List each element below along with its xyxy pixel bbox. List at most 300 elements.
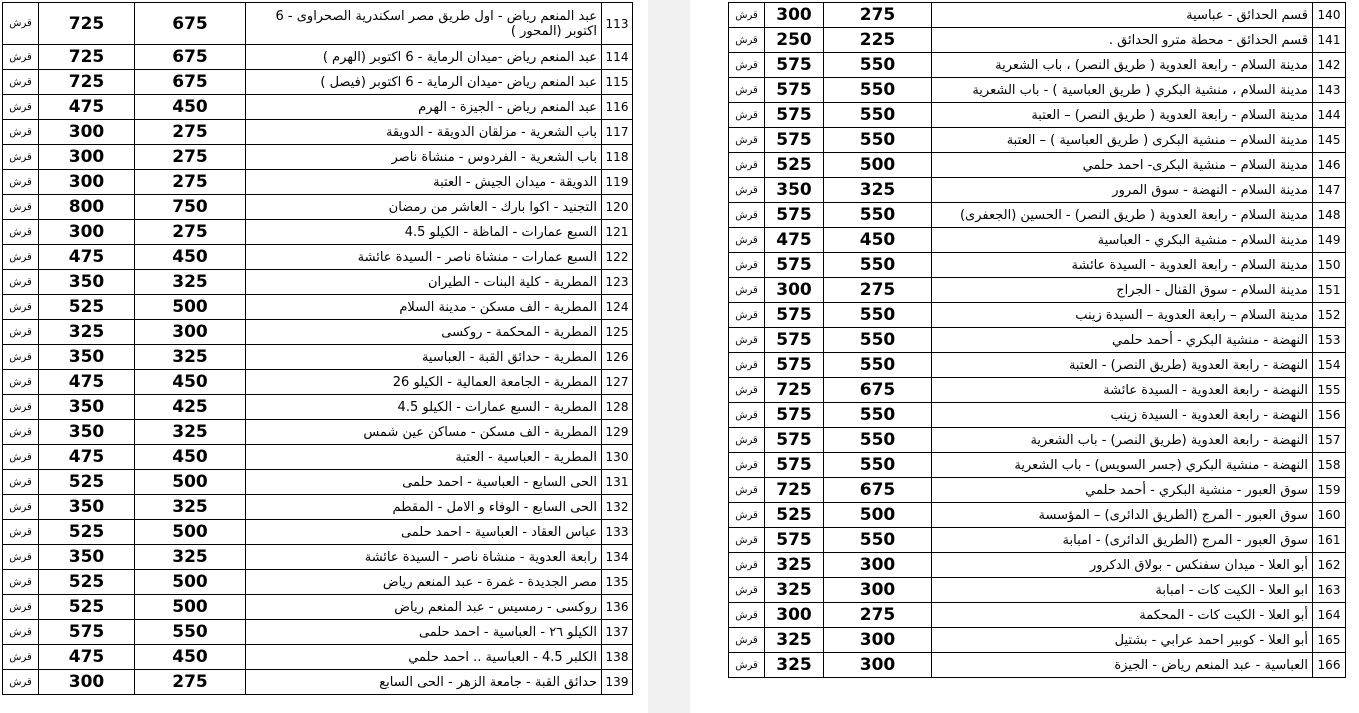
discount-fare-cell: 450 xyxy=(135,645,246,670)
discount-fare-cell: 300 xyxy=(824,578,932,603)
route-number-cell: 142 xyxy=(1313,53,1346,78)
route-cell: عبد المنعم رياض - اول طريق مصر اسكندرية الصحراوى - 6 اكتوبر (المحور ) xyxy=(246,3,602,45)
full-fare-cell: 525 xyxy=(39,470,135,495)
full-fare-cell: 575 xyxy=(765,128,824,153)
fare-row xyxy=(729,103,1346,128)
route-number-cell: 143 xyxy=(1313,78,1346,103)
full-fare-cell: 725 xyxy=(39,70,135,95)
route-cell: باب الشعرية - مزلقان الدويقة - الدويقة xyxy=(246,120,602,145)
full-fare-cell: 300 xyxy=(765,278,824,303)
full-fare-cell: 300 xyxy=(39,220,135,245)
full-fare-cell: 575 xyxy=(765,428,824,453)
route-cell: النهضة - منشية البكري (جسر السويس) - باب الشعرية xyxy=(932,453,1313,478)
route-cell: أبو العلا - الكيت كات - المحكمة xyxy=(932,603,1313,628)
fare-row xyxy=(729,578,1346,603)
left-fare-table xyxy=(2,2,633,695)
discount-fare-cell: 550 xyxy=(824,253,932,278)
right-fare-table xyxy=(728,2,1346,678)
full-fare-cell: 575 xyxy=(765,353,824,378)
route-cell: النهضة - رابعة العدوية - السيدة زينب xyxy=(932,403,1313,428)
full-fare-cell: 575 xyxy=(765,53,824,78)
route-cell: أبو العلا - كوبير احمد عرابي - بشتيل xyxy=(932,628,1313,653)
route-cell: المطرية - الجامعة العمالية - الكيلو 26 xyxy=(246,370,602,395)
route-cell: قسم الحدائق - عباسية xyxy=(932,3,1313,28)
route-cell: المطرية - السبع عمارات - الكيلو 4.5 xyxy=(246,395,602,420)
discount-fare-cell: 550 xyxy=(824,403,932,428)
full-fare-cell: 725 xyxy=(765,378,824,403)
route-number-cell: 127 xyxy=(602,370,633,395)
currency-unit-cell: قرش xyxy=(3,95,39,120)
route-cell: الكلبر 4.5 - العباسية .. احمد حلمي xyxy=(246,645,602,670)
full-fare-cell: 575 xyxy=(765,103,824,128)
currency-unit-cell: قرش xyxy=(3,520,39,545)
route-number-cell: 155 xyxy=(1313,378,1346,403)
currency-unit-cell: قرش xyxy=(3,170,39,195)
fare-row xyxy=(3,645,633,670)
route-cell: سوق العبور - منشية البكري - أحمد حلمي xyxy=(932,478,1313,503)
route-number-cell: 123 xyxy=(602,270,633,295)
route-number-cell: 154 xyxy=(1313,353,1346,378)
route-cell: السبع عمارات - منشاة ناصر - السيدة عائشة xyxy=(246,245,602,270)
discount-fare-cell: 450 xyxy=(824,228,932,253)
currency-unit-cell: قرش xyxy=(729,603,765,628)
route-number-cell: 147 xyxy=(1313,178,1346,203)
currency-unit-cell: قرش xyxy=(3,445,39,470)
discount-fare-cell: 550 xyxy=(824,128,932,153)
discount-fare-cell: 300 xyxy=(824,628,932,653)
full-fare-cell: 325 xyxy=(765,628,824,653)
route-number-cell: 124 xyxy=(602,295,633,320)
full-fare-cell: 475 xyxy=(39,95,135,120)
discount-fare-cell: 325 xyxy=(135,545,246,570)
route-number-cell: 136 xyxy=(602,595,633,620)
full-fare-cell: 525 xyxy=(765,503,824,528)
currency-unit-cell: قرش xyxy=(3,245,39,270)
route-cell: مدينة السلام - النهضة - سوق المرور xyxy=(932,178,1313,203)
currency-unit-cell: قرش xyxy=(3,320,39,345)
currency-unit-cell: قرش xyxy=(3,120,39,145)
currency-unit-cell: قرش xyxy=(3,145,39,170)
full-fare-cell: 350 xyxy=(39,545,135,570)
fare-row xyxy=(3,170,633,195)
full-fare-cell: 725 xyxy=(39,3,135,45)
full-fare-cell: 325 xyxy=(39,320,135,345)
currency-unit-cell: قرش xyxy=(729,353,765,378)
fare-row xyxy=(729,78,1346,103)
fare-row xyxy=(729,178,1346,203)
discount-fare-cell: 450 xyxy=(135,370,246,395)
full-fare-cell: 350 xyxy=(765,178,824,203)
full-fare-cell: 300 xyxy=(765,603,824,628)
currency-unit-cell: قرش xyxy=(729,453,765,478)
route-cell: المطرية - المحكمة - روكسى xyxy=(246,320,602,345)
currency-unit-cell: قرش xyxy=(3,45,39,70)
discount-fare-cell: 550 xyxy=(135,620,246,645)
fare-row xyxy=(729,528,1346,553)
currency-unit-cell: قرش xyxy=(3,470,39,495)
fare-row xyxy=(729,453,1346,478)
currency-unit-cell: قرش xyxy=(729,253,765,278)
route-number-cell: 120 xyxy=(602,195,633,220)
route-number-cell: 129 xyxy=(602,420,633,445)
fare-row xyxy=(729,653,1346,678)
fare-row xyxy=(729,228,1346,253)
full-fare-cell: 350 xyxy=(39,395,135,420)
discount-fare-cell: 500 xyxy=(135,520,246,545)
fare-row xyxy=(729,153,1346,178)
currency-unit-cell: قرش xyxy=(3,70,39,95)
discount-fare-cell: 550 xyxy=(824,428,932,453)
discount-fare-cell: 675 xyxy=(824,378,932,403)
route-cell: عباس العقاد - العباسية - احمد حلمى xyxy=(246,520,602,545)
full-fare-cell: 725 xyxy=(765,478,824,503)
fare-row xyxy=(729,428,1346,453)
left-fare-table-body xyxy=(3,3,633,695)
fare-row xyxy=(3,95,633,120)
route-number-cell: 116 xyxy=(602,95,633,120)
currency-unit-cell: قرش xyxy=(729,653,765,678)
currency-unit-cell: قرش xyxy=(3,545,39,570)
route-cell: السبع عمارات - الماظة - الكيلو 4.5 xyxy=(246,220,602,245)
currency-unit-cell: قرش xyxy=(729,578,765,603)
currency-unit-cell: قرش xyxy=(3,220,39,245)
route-cell: رابعة العدوية - منشاة ناصر - السيدة عائشة xyxy=(246,545,602,570)
fare-row xyxy=(729,603,1346,628)
currency-unit-cell: قرش xyxy=(3,595,39,620)
route-number-cell: 152 xyxy=(1313,303,1346,328)
route-number-cell: 159 xyxy=(1313,478,1346,503)
discount-fare-cell: 325 xyxy=(135,420,246,445)
full-fare-cell: 575 xyxy=(765,528,824,553)
discount-fare-cell: 275 xyxy=(824,603,932,628)
discount-fare-cell: 225 xyxy=(824,28,932,53)
route-cell: ابو العلا - الكيت كات - امبابة xyxy=(932,578,1313,603)
route-number-cell: 114 xyxy=(602,45,633,70)
route-cell: المطرية - الف مسكن - مساكن عين شمس xyxy=(246,420,602,445)
route-cell: عبد المنعم رياض - الجيزة - الهرم xyxy=(246,95,602,120)
currency-unit-cell: قرش xyxy=(3,195,39,220)
route-cell: مدينة السلام - رابعة العدوية ( طريق النصر) - الحسين (الجعفرى) xyxy=(932,203,1313,228)
fare-row xyxy=(729,278,1346,303)
route-cell: مدينة السلام - منشية البكري - العباسية xyxy=(932,228,1313,253)
route-number-cell: 145 xyxy=(1313,128,1346,153)
full-fare-cell: 300 xyxy=(765,3,824,28)
route-cell: مدينة السلام ، منشية البكري ( طريق العباسية ) - باب الشعرية xyxy=(932,78,1313,103)
fare-row xyxy=(3,370,633,395)
right-fare-table-body xyxy=(729,3,1346,678)
discount-fare-cell: 325 xyxy=(135,495,246,520)
full-fare-cell: 300 xyxy=(39,170,135,195)
fare-row xyxy=(3,220,633,245)
route-cell: قسم الحدائق - محطة مترو الحدائق . xyxy=(932,28,1313,53)
discount-fare-cell: 275 xyxy=(135,145,246,170)
fare-row xyxy=(3,545,633,570)
currency-unit-cell: قرش xyxy=(729,178,765,203)
fare-row xyxy=(3,45,633,70)
full-fare-cell: 325 xyxy=(765,578,824,603)
full-fare-cell: 575 xyxy=(765,453,824,478)
currency-unit-cell: قرش xyxy=(729,428,765,453)
full-fare-cell: 475 xyxy=(39,645,135,670)
fare-row xyxy=(3,120,633,145)
currency-unit-cell: قرش xyxy=(729,303,765,328)
route-number-cell: 139 xyxy=(602,670,633,695)
route-number-cell: 165 xyxy=(1313,628,1346,653)
route-number-cell: 146 xyxy=(1313,153,1346,178)
currency-unit-cell: قرش xyxy=(729,228,765,253)
route-cell: العباسية - عبد المنعم رياض - الجيزة xyxy=(932,653,1313,678)
currency-unit-cell: قرش xyxy=(729,3,765,28)
route-number-cell: 118 xyxy=(602,145,633,170)
route-cell: مدينة السلام - سوق القنال - الجراج xyxy=(932,278,1313,303)
route-number-cell: 113 xyxy=(602,3,633,45)
full-fare-cell: 325 xyxy=(765,553,824,578)
route-cell: الكيلو ٢٦ - العباسية - احمد حلمى xyxy=(246,620,602,645)
route-cell: روكسى - رمسيس - عبد المنعم رياض xyxy=(246,595,602,620)
route-cell: الحى السابع - العباسية - احمد حلمى xyxy=(246,470,602,495)
fare-row xyxy=(3,570,633,595)
full-fare-cell: 575 xyxy=(765,303,824,328)
full-fare-cell: 475 xyxy=(765,228,824,253)
route-cell: مدينة السلام - رابعة العدوية ( طريق النصر) ، باب الشعرية xyxy=(932,53,1313,78)
fare-row xyxy=(3,320,633,345)
route-number-cell: 128 xyxy=(602,395,633,420)
full-fare-cell: 350 xyxy=(39,270,135,295)
discount-fare-cell: 550 xyxy=(824,453,932,478)
route-number-cell: 125 xyxy=(602,320,633,345)
full-fare-cell: 525 xyxy=(39,595,135,620)
full-fare-cell: 475 xyxy=(39,245,135,270)
route-number-cell: 163 xyxy=(1313,578,1346,603)
route-cell: عبد المنعم رياض -ميدان الرماية - 6 اكتوبر (فيصل ) xyxy=(246,70,602,95)
route-cell: الحى السابع - الوفاء و الامل - المقطم xyxy=(246,495,602,520)
currency-unit-cell: قرش xyxy=(729,378,765,403)
currency-unit-cell: قرش xyxy=(729,628,765,653)
route-number-cell: 140 xyxy=(1313,3,1346,28)
route-number-cell: 138 xyxy=(602,645,633,670)
fare-row xyxy=(3,270,633,295)
discount-fare-cell: 550 xyxy=(824,203,932,228)
full-fare-cell: 525 xyxy=(39,520,135,545)
route-number-cell: 135 xyxy=(602,570,633,595)
currency-unit-cell: قرش xyxy=(729,478,765,503)
route-cell: مدينة السلام – منشية البكرى- احمد حلمي xyxy=(932,153,1313,178)
fare-row xyxy=(3,595,633,620)
route-cell: مدينة السلام – رابعة العدوية – السيدة زينب xyxy=(932,303,1313,328)
route-cell: المطرية - الف مسكن - مدينة السلام xyxy=(246,295,602,320)
fare-row xyxy=(3,145,633,170)
full-fare-cell: 575 xyxy=(765,253,824,278)
currency-unit-cell: قرش xyxy=(729,403,765,428)
currency-unit-cell: قرش xyxy=(729,53,765,78)
currency-unit-cell: قرش xyxy=(3,295,39,320)
route-cell: المطرية - العباسية - العتبة xyxy=(246,445,602,470)
currency-unit-cell: قرش xyxy=(729,528,765,553)
discount-fare-cell: 500 xyxy=(135,470,246,495)
fare-row xyxy=(3,495,633,520)
currency-unit-cell: قرش xyxy=(3,370,39,395)
fare-row xyxy=(3,295,633,320)
currency-unit-cell: قرش xyxy=(3,270,39,295)
fare-row xyxy=(729,203,1346,228)
route-cell: أبو العلا - ميدان سفنكس - بولاق الدكرور xyxy=(932,553,1313,578)
currency-unit-cell: قرش xyxy=(729,553,765,578)
discount-fare-cell: 275 xyxy=(135,170,246,195)
discount-fare-cell: 275 xyxy=(824,278,932,303)
discount-fare-cell: 325 xyxy=(824,178,932,203)
discount-fare-cell: 550 xyxy=(824,303,932,328)
fare-row xyxy=(729,28,1346,53)
fare-row xyxy=(3,470,633,495)
route-number-cell: 158 xyxy=(1313,453,1346,478)
full-fare-cell: 325 xyxy=(765,653,824,678)
discount-fare-cell: 500 xyxy=(135,570,246,595)
currency-unit-cell: قرش xyxy=(729,328,765,353)
discount-fare-cell: 675 xyxy=(135,3,246,45)
discount-fare-cell: 275 xyxy=(135,220,246,245)
currency-unit-cell: قرش xyxy=(3,620,39,645)
route-cell: مصر الجديدة - غمرة - عبد المنعم رياض xyxy=(246,570,602,595)
full-fare-cell: 525 xyxy=(765,153,824,178)
discount-fare-cell: 275 xyxy=(135,670,246,695)
discount-fare-cell: 675 xyxy=(135,45,246,70)
route-cell: مدينة السلام - رابعة العدوية ( طريق النصر) – العتبة xyxy=(932,103,1313,128)
route-number-cell: 151 xyxy=(1313,278,1346,303)
route-number-cell: 117 xyxy=(602,120,633,145)
fare-row xyxy=(729,378,1346,403)
full-fare-cell: 350 xyxy=(39,420,135,445)
full-fare-cell: 575 xyxy=(39,620,135,645)
route-number-cell: 166 xyxy=(1313,653,1346,678)
route-number-cell: 130 xyxy=(602,445,633,470)
route-number-cell: 126 xyxy=(602,345,633,370)
discount-fare-cell: 550 xyxy=(824,103,932,128)
currency-unit-cell: قرش xyxy=(729,28,765,53)
route-cell: التجنيد - اكوا بارك - العاشر من رمضان xyxy=(246,195,602,220)
route-cell: حدائق القبة - جامعة الزهر - الحى السابع xyxy=(246,670,602,695)
fare-row xyxy=(729,128,1346,153)
discount-fare-cell: 500 xyxy=(824,153,932,178)
discount-fare-cell: 325 xyxy=(135,345,246,370)
route-number-cell: 137 xyxy=(602,620,633,645)
discount-fare-cell: 675 xyxy=(135,70,246,95)
route-cell: سوق العبور - المرج (الطريق الدائرى) - امبابة xyxy=(932,528,1313,553)
fare-row xyxy=(729,328,1346,353)
currency-unit-cell: قرش xyxy=(729,153,765,178)
discount-fare-cell: 550 xyxy=(824,528,932,553)
route-number-cell: 150 xyxy=(1313,253,1346,278)
full-fare-cell: 350 xyxy=(39,495,135,520)
fare-row xyxy=(729,303,1346,328)
route-number-cell: 144 xyxy=(1313,103,1346,128)
discount-fare-cell: 750 xyxy=(135,195,246,220)
route-number-cell: 156 xyxy=(1313,403,1346,428)
route-cell: باب الشعرية - الفردوس - منشاة ناصر xyxy=(246,145,602,170)
full-fare-cell: 525 xyxy=(39,295,135,320)
currency-unit-cell: قرش xyxy=(3,570,39,595)
full-fare-cell: 525 xyxy=(39,570,135,595)
route-cell: عبد المنعم رياض -ميدان الرماية - 6 اكتوبر (الهرم ) xyxy=(246,45,602,70)
fare-row xyxy=(729,353,1346,378)
route-number-cell: 149 xyxy=(1313,228,1346,253)
fare-row xyxy=(3,670,633,695)
fare-row xyxy=(3,620,633,645)
fare-row xyxy=(729,403,1346,428)
fare-row xyxy=(3,70,633,95)
discount-fare-cell: 550 xyxy=(824,53,932,78)
right-page xyxy=(690,0,1359,713)
fare-row xyxy=(3,520,633,545)
route-cell: سوق العبور - المرج (الطريق الدائرى) – المؤسسة xyxy=(932,503,1313,528)
full-fare-cell: 575 xyxy=(765,78,824,103)
discount-fare-cell: 450 xyxy=(135,245,246,270)
route-cell: النهضة - رابعة العدوية (طريق النصر) - العتبة xyxy=(932,353,1313,378)
route-number-cell: 131 xyxy=(602,470,633,495)
route-number-cell: 133 xyxy=(602,520,633,545)
currency-unit-cell: قرش xyxy=(729,103,765,128)
discount-fare-cell: 500 xyxy=(824,503,932,528)
route-cell: المطرية - كلية البنات - الطيران xyxy=(246,270,602,295)
discount-fare-cell: 550 xyxy=(824,353,932,378)
route-number-cell: 162 xyxy=(1313,553,1346,578)
route-number-cell: 148 xyxy=(1313,203,1346,228)
currency-unit-cell: قرش xyxy=(729,203,765,228)
currency-unit-cell: قرش xyxy=(729,503,765,528)
route-number-cell: 160 xyxy=(1313,503,1346,528)
fare-row xyxy=(729,553,1346,578)
fare-row xyxy=(3,395,633,420)
route-cell: المطرية - حدائق القبة - العباسية xyxy=(246,345,602,370)
route-number-cell: 121 xyxy=(602,220,633,245)
fare-row xyxy=(3,195,633,220)
full-fare-cell: 725 xyxy=(39,45,135,70)
full-fare-cell: 575 xyxy=(765,328,824,353)
full-fare-cell: 800 xyxy=(39,195,135,220)
full-fare-cell: 250 xyxy=(765,28,824,53)
discount-fare-cell: 500 xyxy=(135,595,246,620)
fare-row xyxy=(3,445,633,470)
currency-unit-cell: قرش xyxy=(729,128,765,153)
route-cell: الدويقة - ميدان الجيش - العتبة xyxy=(246,170,602,195)
currency-unit-cell: قرش xyxy=(3,495,39,520)
route-number-cell: 122 xyxy=(602,245,633,270)
discount-fare-cell: 300 xyxy=(824,553,932,578)
full-fare-cell: 300 xyxy=(39,120,135,145)
route-cell: مدينة السلام - رابعة العدوية - السيدة عائشة xyxy=(932,253,1313,278)
discount-fare-cell: 300 xyxy=(824,653,932,678)
full-fare-cell: 575 xyxy=(765,403,824,428)
full-fare-cell: 300 xyxy=(39,670,135,695)
full-fare-cell: 300 xyxy=(39,145,135,170)
discount-fare-cell: 425 xyxy=(135,395,246,420)
route-number-cell: 157 xyxy=(1313,428,1346,453)
currency-unit-cell: قرش xyxy=(3,420,39,445)
route-number-cell: 141 xyxy=(1313,28,1346,53)
fare-row xyxy=(729,503,1346,528)
discount-fare-cell: 450 xyxy=(135,445,246,470)
route-number-cell: 164 xyxy=(1313,603,1346,628)
discount-fare-cell: 675 xyxy=(824,478,932,503)
route-number-cell: 132 xyxy=(602,495,633,520)
discount-fare-cell: 500 xyxy=(135,295,246,320)
fare-row xyxy=(729,478,1346,503)
route-number-cell: 119 xyxy=(602,170,633,195)
fare-row xyxy=(729,628,1346,653)
route-number-cell: 153 xyxy=(1313,328,1346,353)
fare-row xyxy=(3,245,633,270)
currency-unit-cell: قرش xyxy=(3,395,39,420)
currency-unit-cell: قرش xyxy=(3,645,39,670)
